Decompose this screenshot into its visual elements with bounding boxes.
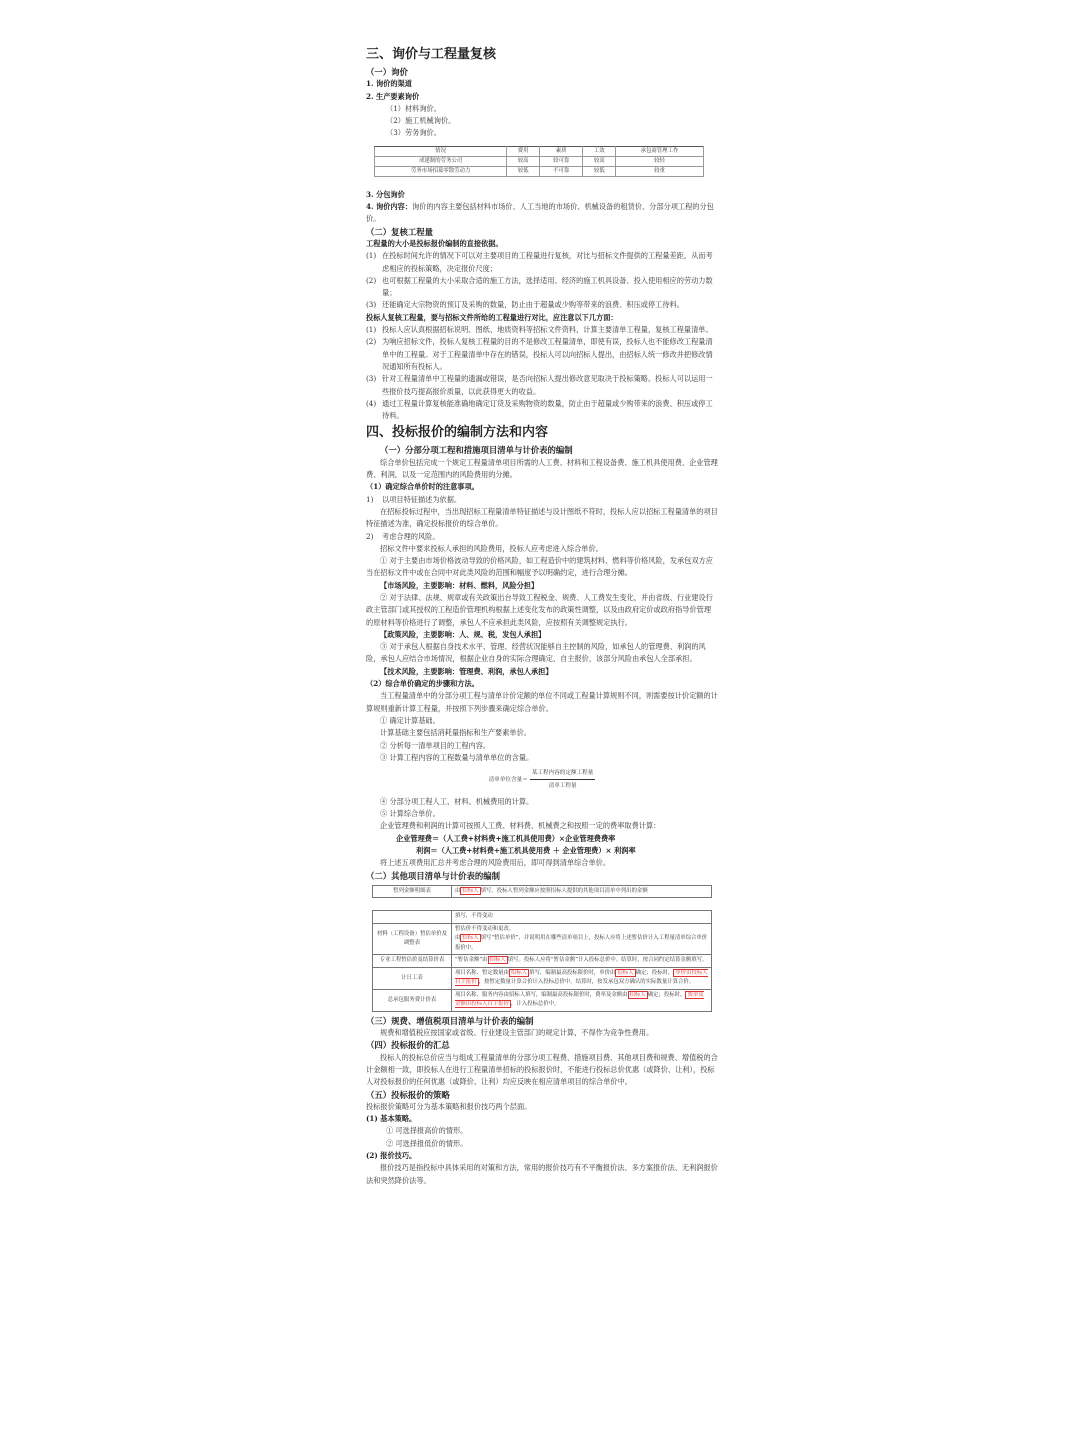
table-cell: 材料（工程设备）暂估单价及调整表 [373,923,452,955]
subsection-inquiry: （一）询价 [366,67,408,77]
table-cell: 较可靠 [539,156,583,166]
paragraph: 投标人的投标总价应当与组成工程量清单的分部分项工程费、措施项目费、其他项目费和规费、增值税的合计金额相一致，即投标人在进行工程量清单招标的投标报价时，不能进行投标总价优惠（或降价、让利），投标人对投标报价的任何优惠（或降价、让利）均应反映在相应清单项目的综合单价中。 [366,1052,718,1087]
subsection-quantity-review: （二）复核工程量 [366,226,433,237]
table-row [373,923,712,955]
step-item: ① 确定计算基础。 [380,715,440,725]
bold-statement: 投标人复核工程量，要与招标文件所给的工程量进行对比，应注意以下几方面： [366,312,618,322]
paragraph: 报价技巧是指投标中具体采用的对策和方法，常用的报价技巧有不平衡报价法、多方案报价法、无利润报价法和突然降价法等。 [366,1163,718,1185]
paragraph: 将上述五项费用汇总并考虑合理的风险费用后，即可得到清单综合单价。 [380,858,611,868]
table-cell: 较重 [615,166,703,176]
table-header: 情况 [375,146,507,156]
table-row [373,955,712,968]
table-cell: 项目名称、服务内容由招标人填写，编制最高投标限价时，费率及金额由 招标人 确定；投标时， 费率及金额由投标人自主报价 ，计入投标总价中。 [452,989,712,1011]
section-4-title: 四、投标报价的编制方法和内容 [366,425,549,441]
table-cell: 较低 [507,166,540,176]
table-cell: 不可靠 [539,166,583,176]
list-item: (3) 针对工程量清单中工程量的遗漏或错误，是否向招标人提出修改意见取决于投标策略。投标人可以运用一些报价技巧提高报价质量，以此获得更大的收益。 [366,374,713,396]
highlight-box: 费率及金额由投标人自主报价 [455,991,704,1008]
table-cell: 总承包服务费计价表 [373,989,452,1011]
risk-policy: ② 对于法律、法规、规章或有关政策出台导致工程税金、规费、人工费发生变化，并由省级、行业建设行政主管部门或其授权的工程造价管理机构根据上述变化发布的政策性调整，以及由政府定价或政府指导价管理的原材料等价格进行了调整，承包人不应承担此类风险，应按照有关调整规定执行。 [366,592,713,627]
sub-item: （3）劳务询价。 [386,128,441,138]
list-item: (1) 投标人应认真根据招标说明、图纸、地质资料等招标文件资料，计算主要清单工程量，复核工程量清单。 [366,325,713,335]
table-cell: 较高 [583,156,616,166]
section-3-title: 三、询价与工程量复核 [366,47,497,62]
formula-management-fee: 企业管理费＝（人工费+材料费+施工机具使用费）×企业管理费费率 [396,833,616,843]
heading-pricing-tricks: (2) 报价技巧。 [366,1151,417,1161]
heading-notes: （1）确定综合单价时的注意事项。 [366,482,479,492]
step-item: ③ 计算工程内容的工程数量与清单单位的含量。 [380,752,534,762]
highlight-box: 招标人 [617,969,634,976]
formula-denominator: 清单工程量 [548,783,577,790]
table-cell: 成建制的劳务公司 [375,156,507,166]
table-row [373,989,712,1011]
table-cell: 暂估价不得变动和更改。 由 招标人 填写“暂估单价”，并说明用在哪些清单项目上，投标人应将上述暂估价计入工程量清单综合单价报价中。 [452,923,712,955]
table-cell: 较低 [583,166,616,176]
risk-market-note: 【市场风险，主要影响：材料、燃料，风险分担】 [380,580,539,590]
table-cell: 填写，不得变动 [452,911,712,924]
subsection-summary: （四）投标报价的汇总 [366,1040,450,1051]
step-detail: 计算基础主要包括消耗量指标和生产要素单价。 [380,728,531,738]
table-row [373,967,712,989]
paragraph: 招标文件中要求投标人承担的风险费用，投标人应考虑进入综合单价。 [380,543,603,553]
table-cell: 劳务市场招募零散劳动力 [375,166,507,176]
list-item: (2) 也可根据工程量的大小采取合适的施工方法，选择适用、经济的施工机具设备、投入使用相应的劳动力数量； [366,275,713,298]
table-header: 工效 [583,146,616,156]
highlight-box: 招标人 [462,935,479,942]
step-item: ⑤ 计算综合单价。 [380,809,440,819]
formula-profit: 利润＝（人工费+材料费+施工机具使用费 ＋ 企业管理费）× 利润率 [416,845,636,855]
risk-technical-note: 【技术风险，主要影响：管理费、利润，承包人承担】 [380,666,553,676]
sub-item: （1）材料询价。 [386,103,441,113]
table-header: 费用 [507,146,540,156]
item-inquiry-content: 4. 询价内容：询价的内容主要包括材料市场价、人工当地的市场价、机械设备的租赁价、分部分项工程的分包价。 [366,202,714,224]
risk-market: ① 对于主要由市场价格波动导致的价格风险，如工程造价中的建筑材料、燃料等价格风险，发承包双方应当在招标文件中或在合同中对此类风险的范围和幅度予以明确约定，进行合理分摊。 [366,556,713,578]
paragraph: 投标报价策略可分为基本策略和报价技巧两个层面。 [366,1101,532,1111]
step-item: ② 分析每一清单项目的工程内容。 [380,740,491,750]
list-item: (1) 在投标时间允许的情况下可以对主要项目的工程量进行复核，对比与招标文件提供的工程量差距，从而考虑相应的投标策略，决定报价尺度； [366,251,713,273]
highlight-box: 单价由投标人自主报价 [455,969,708,986]
list-item: 2) 考虑合理的风险。 [366,531,440,541]
subsection-other-items: （二）其他项目清单与计价表的编制 [366,870,500,881]
table-header: 素质 [539,146,583,156]
table-cell: 专业工程暂估价及结算价表 [373,955,452,968]
table-header-row [375,146,704,156]
heading-basic-strategy: (1) 基本策略。 [366,1114,417,1124]
list-item: (4) 通过工程量计算复核能准确地确定订货及采购物资的数量，防止由于超量或少购带来的浪费、积压或停工待料。 [366,398,713,421]
table-header: 承包商管理工作 [615,146,703,156]
table-row [373,911,712,924]
list-item: ① 可选择报高价的情形。 [386,1126,468,1136]
paragraph: 综合单价包括完成一个规定工程量清单项目所需的人工费、材料和工程设备费、施工机具使用费、企业管理费、利润，以及一定范围内的风险费用的分摊。 [366,457,718,480]
labor-comparison-table [374,146,704,177]
highlight-box: 招标人 [629,991,646,998]
paragraph: 在招标投标过程中，当出现招标工程量清单特征描述与设计图纸不符时，投标人应以招标工程量清单的项目特征描述为准，确定投标报价的综合单价。 [366,506,718,529]
list-item: (3) 还能确定大宗物资的预订及采购的数量，防止由于超量或少购等带来的浪费、积压或停工待料。 [366,300,684,310]
paragraph: 企业管理费和利润的计算可按照人工费、材料费、机械费之和按照一定的费率取费计算： [380,821,661,831]
highlight-box: 招标人 [489,957,506,964]
paragraph: 当工程量清单中的分部分项工程与清单计价定额的单位不同或工程量计算规则不同，则需要按计价定额的计算规则重新计算工程量，并按照下列步骤来确定综合单价。 [366,691,718,713]
step-item: ④ 分部分项工程人工、材料、机械费用的计算。 [380,796,534,806]
table-cell: 计日工表 [373,967,452,989]
subsection-bill-pricing: （一）分部分项工程和措施项目清单与计价表的编制 [380,445,573,456]
item-inquiry-channel: 1. 询价的渠道 [366,79,412,89]
provisional-sum-table [372,885,712,899]
item-subcontract-inquiry: 3. 分包询价 [366,189,405,199]
item-factor-inquiry: 2. 生产要素询价 [366,91,420,101]
table-cell: 由 招标人 填写。投标人暂列金额应按照招标人提供的其他项目清单中列出的金额 [452,885,712,898]
table-cell: 暂列金额明细表 [373,885,452,898]
formula-numerator: 某工程内容的定额工程量 [530,767,596,780]
highlight-box: 招标人 [462,887,479,894]
table-cell: 较轻 [615,156,703,166]
bold-statement: 工程量的大小是投标报价编制的直接依据。 [366,238,503,248]
list-item: (2) 为响应招标文件，投标人复核工程量的目的不是修改工程量清单，即使有误，投标人也不能修改工程量清单中的工程量。对于工程量清单中存在的错误，投标人可以向招标人提出，由招标人统一修改并把修改情况通知所有投标人。 [366,337,713,371]
table-cell: 较高 [507,156,540,166]
heading-steps: （2）综合单价确定的步骤和方法。 [366,679,479,689]
risk-technical: ③ 对于承包人根据自身技术水平、管理、经营状况能够自主控制的风险，如承包人的管理费、利润的风险，承包人应结合市场情况，根据企业自身的实际合理确定、自主报价，该部分风险由承包人全部承担。 [366,642,706,664]
other-items-table [372,910,712,1012]
list-item: 1) 以项目特征描述为依据。 [366,494,462,504]
table-row [373,885,712,898]
highlight-box: 招标人 [510,969,528,976]
table-cell: 项目名称、暂定数量由 招标人 填写，编制最高投标限价时，单价由 招标人 确定；投标时， 单价由投标人自主报价 ，按暂定数量计算合价计入投标总价中。结算时，按发承包双方确认的实际数量计算合价。 [452,967,712,989]
table-row [375,166,704,176]
risk-policy-note: 【政策风险，主要影响：人、规、税，发包人承担】 [380,629,546,639]
table-row [375,156,704,166]
list-item: ② 可选择报低价的情形。 [386,1138,468,1148]
quantity-formula: 清单单位含量＝ $\frac{\text{某工程内容的定额工程量}}{\text{清单工程量}}$ [366,767,718,793]
subsection-strategy: （五）投标报价的策略 [366,1089,450,1100]
table-cell: “暂估金额”由 招标人 填写。投标人应将“暂估金额”计入投标总价中。结算时，按合同约定结算金额填写。 [452,955,712,968]
document-page [366,44,718,1187]
sub-item: （2）施工机械询价。 [386,116,456,126]
paragraph: 规费和增值税应按国家或省级、行业建设主管部门的规定计算，不得作为竞争性费用。 [380,1028,654,1038]
subsection-fees-tax: （三）规费、增值税项目清单与计价表的编制 [366,1015,534,1026]
